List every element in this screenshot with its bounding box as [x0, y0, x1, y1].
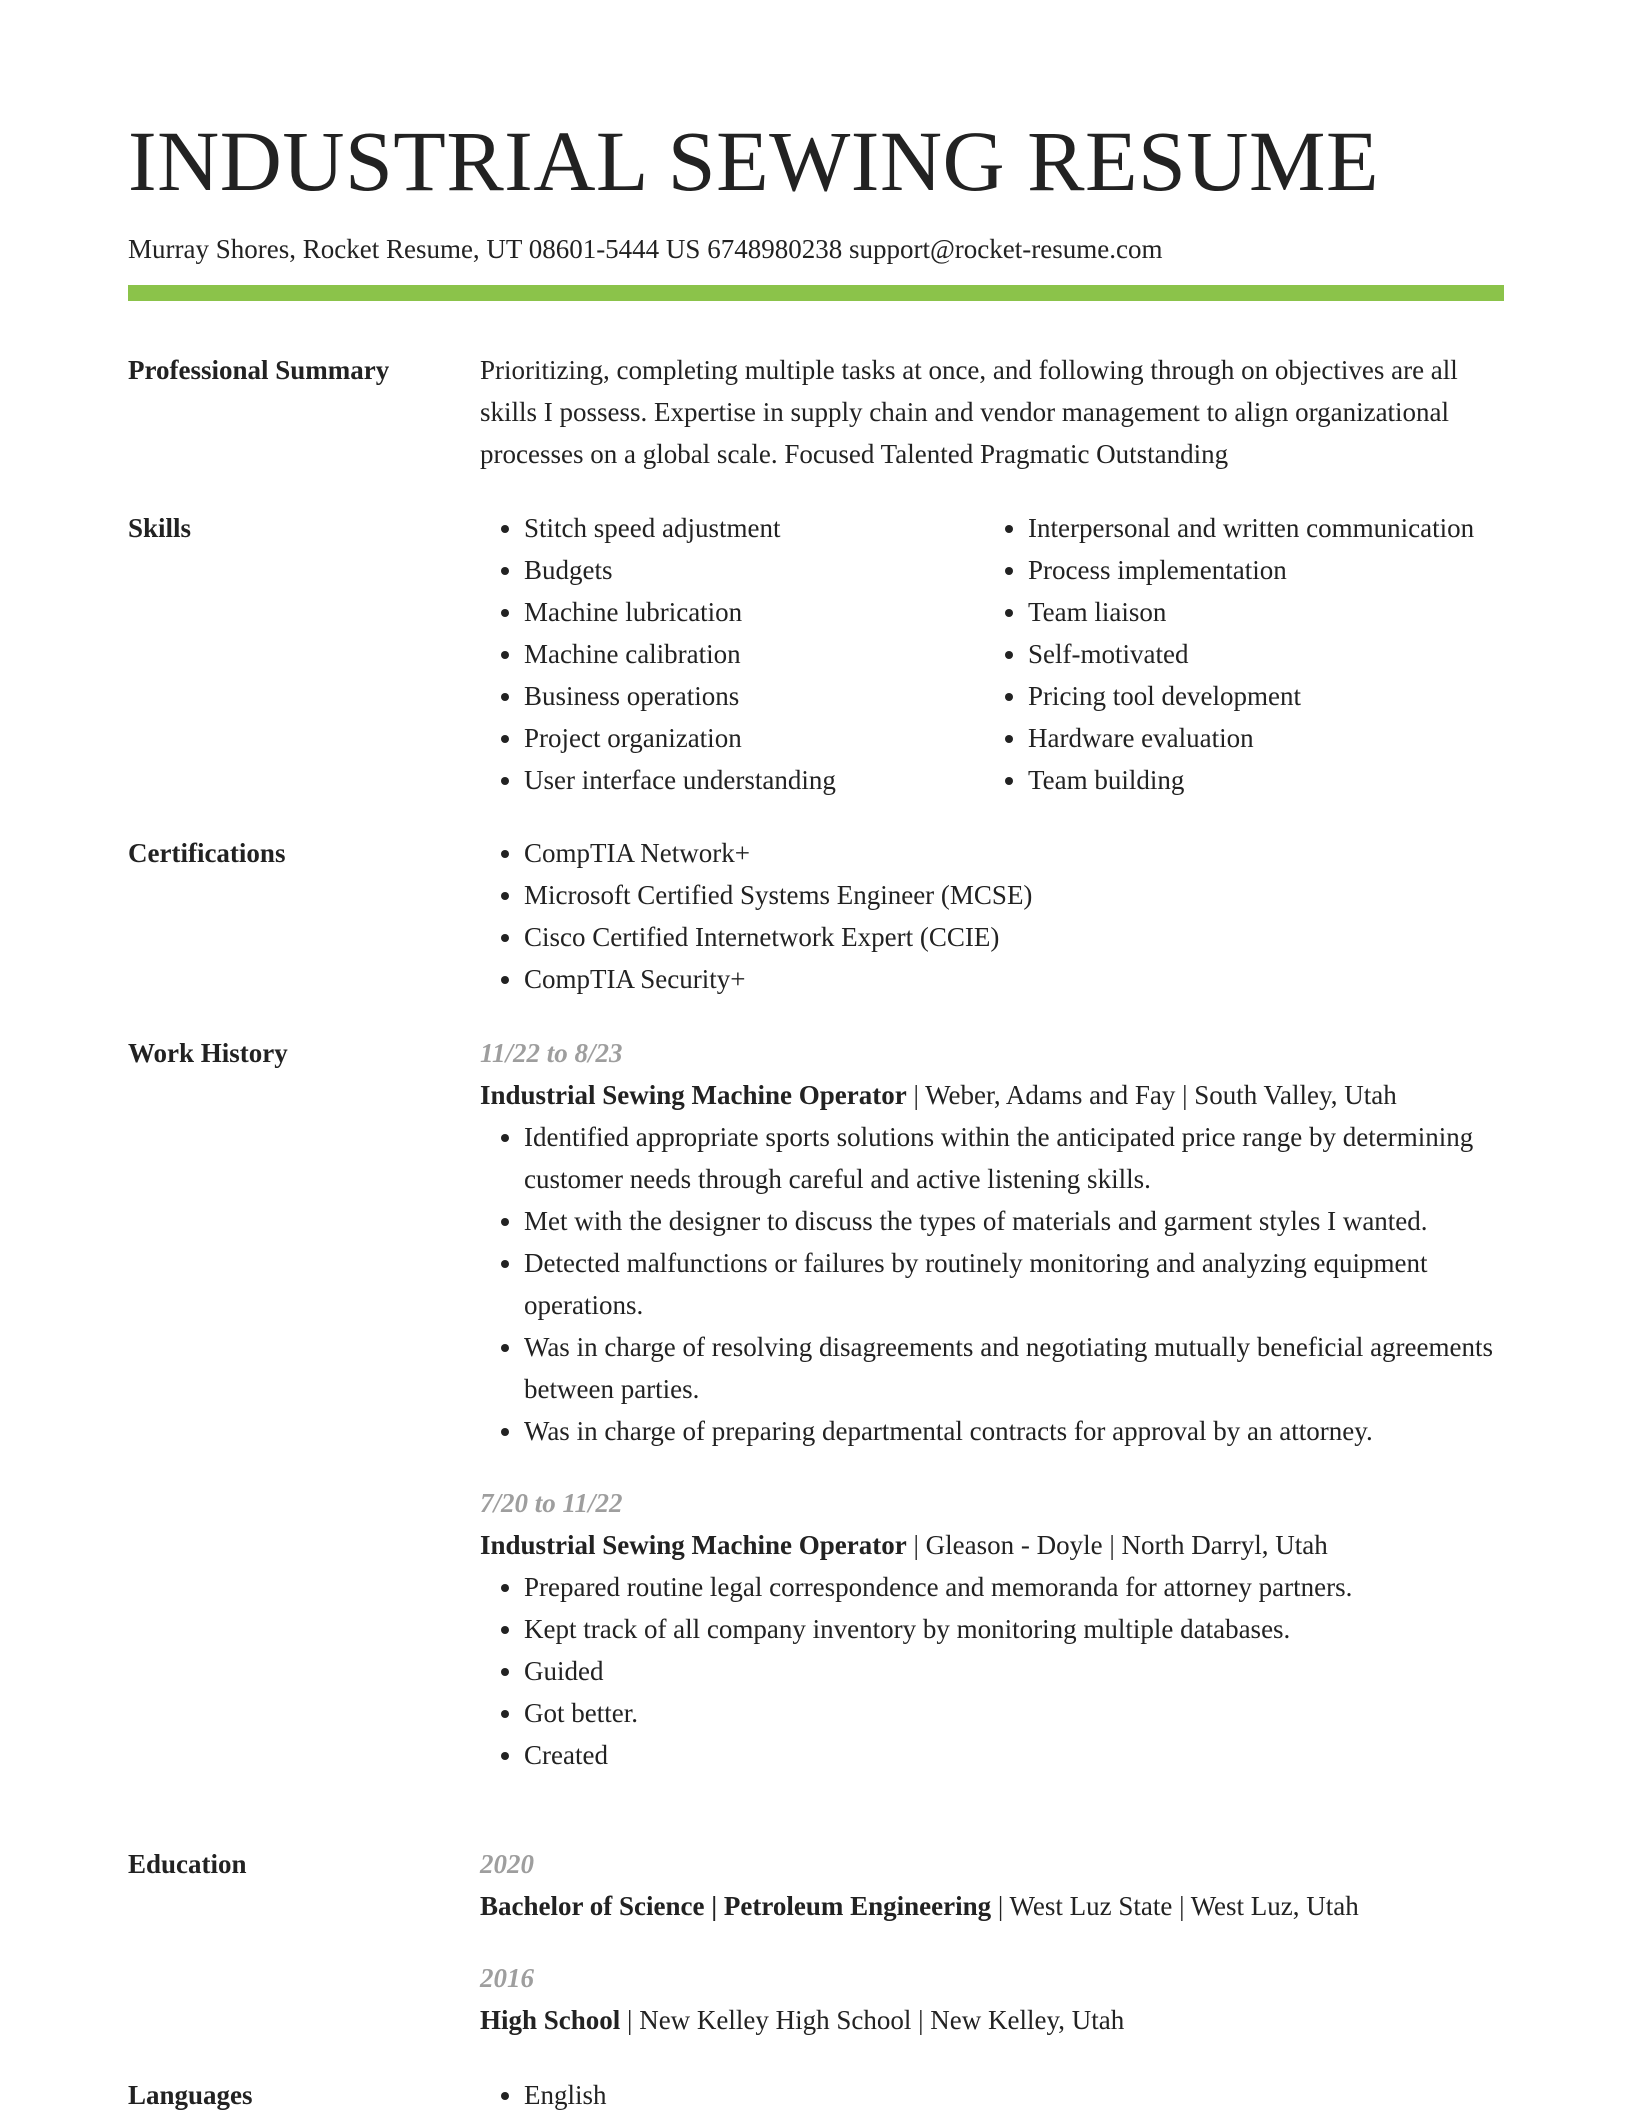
skill-item: • Team building: [1028, 759, 1474, 801]
job-heading: [480, 1074, 1504, 1116]
summary-text: Prioritizing, completing multiple tasks at once, and following through on objectives are all skills I possess. Expertise in supply chain and vendor management to align organizational processes on a global scale. Focused Talented Pragmatic Outstanding: [480, 355, 1458, 469]
work-history-body: [480, 1032, 1504, 1776]
section-label-education: Education: [128, 1849, 247, 1879]
certification-item: • CompTIA Security+: [524, 958, 1504, 1000]
section-label-work: Work History: [128, 1038, 288, 1068]
job-title: Industrial Sewing Machine Operator: [480, 1080, 907, 1110]
summary-body: [480, 349, 1504, 475]
job-dates: 11/22 to 8/23: [480, 1038, 623, 1068]
skill-item: • Interpersonal and written communication: [1028, 507, 1474, 549]
section-label-skills: Skills: [128, 513, 192, 543]
job-bullet: • Was in charge of resolving disagreements and negotiating mutually beneficial agreements between parties.: [524, 1326, 1504, 1410]
skill-item: • Hardware evaluation: [1028, 717, 1474, 759]
certifications-list: [480, 832, 1504, 1000]
job-bullet: • Was in charge of preparing departmental contracts for approval by an attorney.: [524, 1410, 1504, 1452]
section-label-certifications: Certifications: [128, 838, 286, 868]
job-entry: [480, 1032, 1504, 1452]
education-heading: [480, 1885, 1504, 1927]
contact-line: Murray Shores, Rocket Resume, UT 08601-5444 US 6748980238 support@rocket-resume.com: [128, 234, 1163, 264]
job-title: Industrial Sewing Machine Operator: [480, 1530, 907, 1560]
language-item: • English: [524, 2074, 1504, 2116]
job-bullet: • Detected malfunctions or failures by routinely monitoring and analyzing equipment operations.: [524, 1242, 1504, 1326]
section-label-languages: Languages: [128, 2080, 253, 2110]
job-bullet: • Created: [524, 1734, 1504, 1776]
job-dates: 7/20 to 11/22: [480, 1488, 623, 1518]
certifications-body: [480, 832, 1504, 1000]
education-degree: Bachelor of Science | Petroleum Engineering: [480, 1891, 992, 1921]
job-bullet: • Prepared routine legal correspondence and memoranda for attorney partners.: [524, 1566, 1504, 1608]
education-body: [480, 1843, 1504, 2041]
skills-column-1: [480, 507, 984, 801]
job-heading: [480, 1524, 1504, 1566]
job-bullet-list: [480, 1566, 1504, 1776]
certification-item: • Cisco Certified Internetwork Expert (CCIE): [524, 916, 1504, 958]
job-employer-location: | Gleason - Doyle | North Darryl, Utah: [906, 1530, 1328, 1560]
skill-item: • Project organization: [524, 717, 984, 759]
education-degree: High School: [480, 2005, 621, 2035]
skill-item: • Stitch speed adjustment: [524, 507, 984, 549]
job-bullet: • Guided: [524, 1650, 1504, 1692]
accent-rule: [128, 285, 1504, 301]
skill-item: • Business operations: [524, 675, 984, 717]
education-year: 2020: [480, 1849, 534, 1879]
job-employer-location: | Weber, Adams and Fay | South Valley, Utah: [906, 1080, 1397, 1110]
job-bullet: • Identified appropriate sports solutions within the anticipated price range by determining customer needs through careful and active listening skills.: [524, 1116, 1504, 1200]
skill-item: • Machine calibration: [524, 633, 984, 675]
skill-item: • User interface understanding: [524, 759, 984, 801]
job-bullet: • Kept track of all company inventory by monitoring multiple databases.: [524, 1608, 1504, 1650]
languages-list: [480, 2074, 1504, 2116]
skill-item: • Process implementation: [1028, 549, 1474, 591]
education-school-location: | New Kelley High School | New Kelley, Utah: [620, 2005, 1125, 2035]
certification-item: • CompTIA Network+: [524, 832, 1504, 874]
education-entry: [480, 1957, 1504, 2041]
education-year: 2016: [480, 1963, 534, 1993]
certification-item: • Microsoft Certified Systems Engineer (MCSE): [524, 874, 1504, 916]
skill-item: • Pricing tool development: [1028, 675, 1474, 717]
skill-item: • Machine lubrication: [524, 591, 984, 633]
job-bullet: • Met with the designer to discuss the types of materials and garment styles I wanted.: [524, 1200, 1504, 1242]
education-heading: [480, 1999, 1504, 2041]
skill-item: • Budgets: [524, 549, 984, 591]
resume-title: INDUSTRIAL SEWING RESUME: [128, 113, 1379, 209]
job-entry: [480, 1482, 1504, 1776]
skill-item: • Team liaison: [1028, 591, 1474, 633]
job-bullet-list: [480, 1116, 1504, 1452]
skills-column-2: [984, 507, 1474, 801]
skill-item: • Self-motivated: [1028, 633, 1474, 675]
education-entry: [480, 1843, 1504, 1927]
education-school-location: | West Luz State | West Luz, Utah: [991, 1891, 1359, 1921]
section-label-summary: Professional Summary: [128, 355, 390, 385]
skills-grid: [480, 507, 1504, 801]
job-bullet: • Got better.: [524, 1692, 1504, 1734]
languages-body: [480, 2074, 1504, 2116]
